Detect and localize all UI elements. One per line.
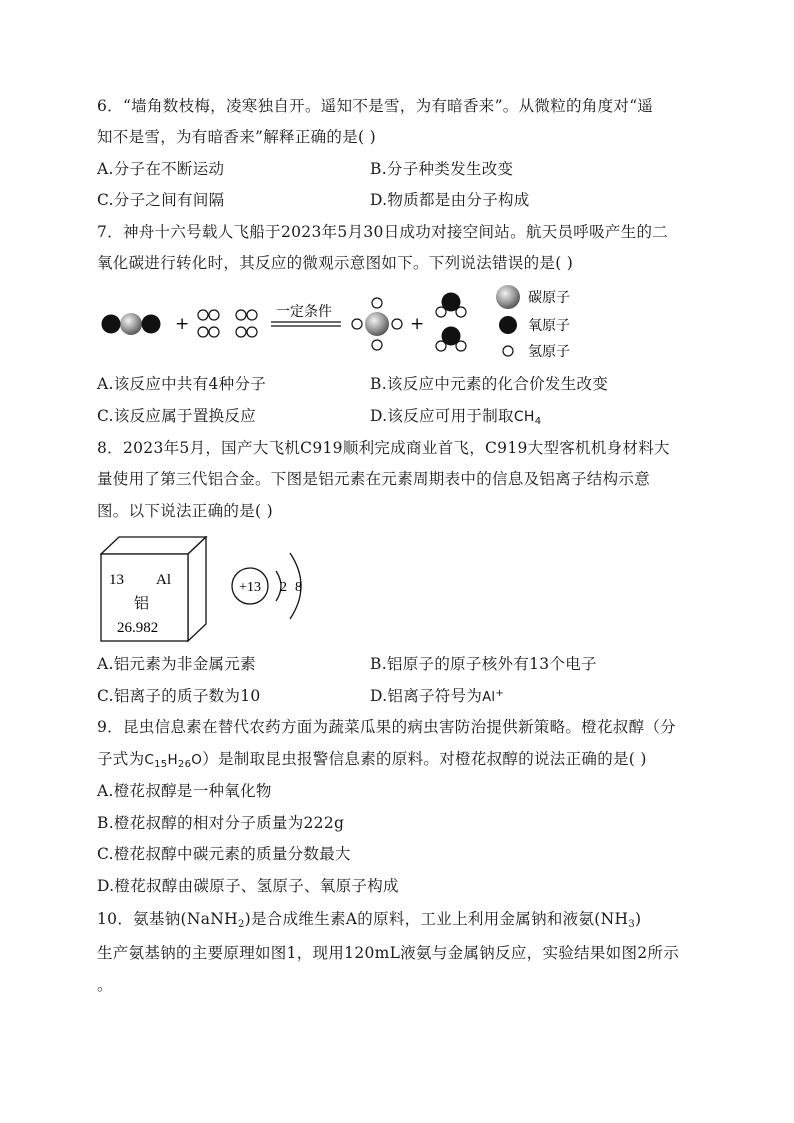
carbon-atom-icon [496,285,520,309]
q6-option-a: A.分子在不断运动 [97,160,225,178]
q8-option-c: C.铝离子的质子数为10 [97,687,261,705]
q8-stem-line2: 量使用了第三代铝合金。下图是铝元素在元素周期表中的信息及铝离子结构示意 [97,470,651,488]
shell-2-electrons: 8 [295,580,302,595]
q7-option-a: A.该反应中共有4种分子 [97,375,267,393]
q7-stem-line1: 7．神舟十六号载人飞船于2023年5月30日成功对接空间站。航天员呼吸产生的二 [97,223,669,241]
plus-sign-2: + [410,314,425,334]
aluminum-ion-structure [228,545,318,627]
nucleus-charge: +13 [239,580,261,595]
atomic-mass: 26.982 [117,620,159,636]
hydrogen-molecules-icon [198,310,257,337]
q10-stem-line2: 生产氨基钠的主要原理如图1，现用120mL液氨与金属钠反应，实验结果如图2所示 [97,944,680,962]
q7-option-c: C.该反应属于置换反应 [97,407,257,425]
reaction-diagram [95,282,595,364]
q6-option-c: C.分子之间有间隔 [97,191,225,209]
plus-sign-1: + [175,314,190,334]
methane-molecule-icon [352,298,402,350]
q7-stem-line2: 氧化碳进行转化时，其反应的微观示意图如下。下列说法错误的是( ) [97,254,574,272]
q7-option-d: D.该反应可用于制取$CH_4$ [370,407,542,427]
hydrogen-atom-icon [503,346,513,356]
q10-stem-line1: 10．氨基钠(NaNH$_2$)是合成维生素A的原料，工业上利用金属钠和液氨$(NH_3)$ [97,910,642,930]
q10-stem-line3: 。 [97,976,113,994]
q9-option-d: D.橙花叔醇由碳原子、氢原子、氧原子构成 [97,877,399,895]
aluminum-element-card [100,536,210,644]
shell-1-electrons: 2 [280,580,287,595]
co2-molecule-icon [102,313,161,335]
q6-option-d: D.物质都是由分子构成 [370,191,530,209]
water-molecules-icon [436,293,466,352]
q9-stem-line2: 子式为$C_{15}H_{26}O$）是制取昆虫报警信息素的原料。对橙花叔醇的说法正确的是( ) [97,750,647,770]
element-symbol: Al [156,572,171,588]
element-name: 铝 [134,594,150,612]
q8-option-a: A.铝元素为非金属元素 [97,655,256,673]
reaction-condition: 一定条件 [276,304,332,320]
q6-stem-line2: 知不是雪，为有暗香来”解释正确的是( ) [97,128,376,146]
atom-legend [496,285,570,360]
q6-stem-line1: 6．“墙角数枝梅，凌寒独自开。遥知不是雪，为有暗香来”。从微粒的角度对“遥 [97,97,654,115]
legend-hydrogen: 氢原子 [528,344,570,360]
q8-stem-line3: 图。以下说法正确的是( ) [97,502,273,520]
nerolidol-formula: $C_{15}H_{26}O$ [144,752,203,770]
q6-option-b: B.分子种类发生改变 [370,160,514,178]
q8-option-b: B.铝原子的原子核外有13个电子 [370,655,597,673]
q8-option-d: D.铝离子符号为Al+ [370,687,504,705]
oxygen-atom-icon [499,316,517,334]
q9-stem-line1: 9．昆虫信息素在替代农药方面为蔬菜瓜果的病虫害防治提供新策略。橙花叔醇（分 [97,718,676,736]
aluminum-ion-symbol: Al+ [482,688,504,705]
q8-stem-line1: 8．2023年5月，国产大飞机C919顺利完成商业首飞，C919大型客机机身材料大 [97,439,670,457]
atomic-number: 13 [109,572,124,588]
methane-formula: $CH_4$ [513,409,542,427]
q7-option-b: B.该反应中元素的化合价发生改变 [370,375,609,393]
q9-option-c: C.橙花叔醇中碳元素的质量分数最大 [97,845,351,863]
q9-option-b: B.橙花叔醇的相对分子质量为222g [97,814,345,832]
legend-carbon: 碳原子 [528,290,570,306]
q9-option-a: A.橙花叔醇是一种氧化物 [97,782,272,800]
legend-oxygen: 氧原子 [528,318,570,334]
